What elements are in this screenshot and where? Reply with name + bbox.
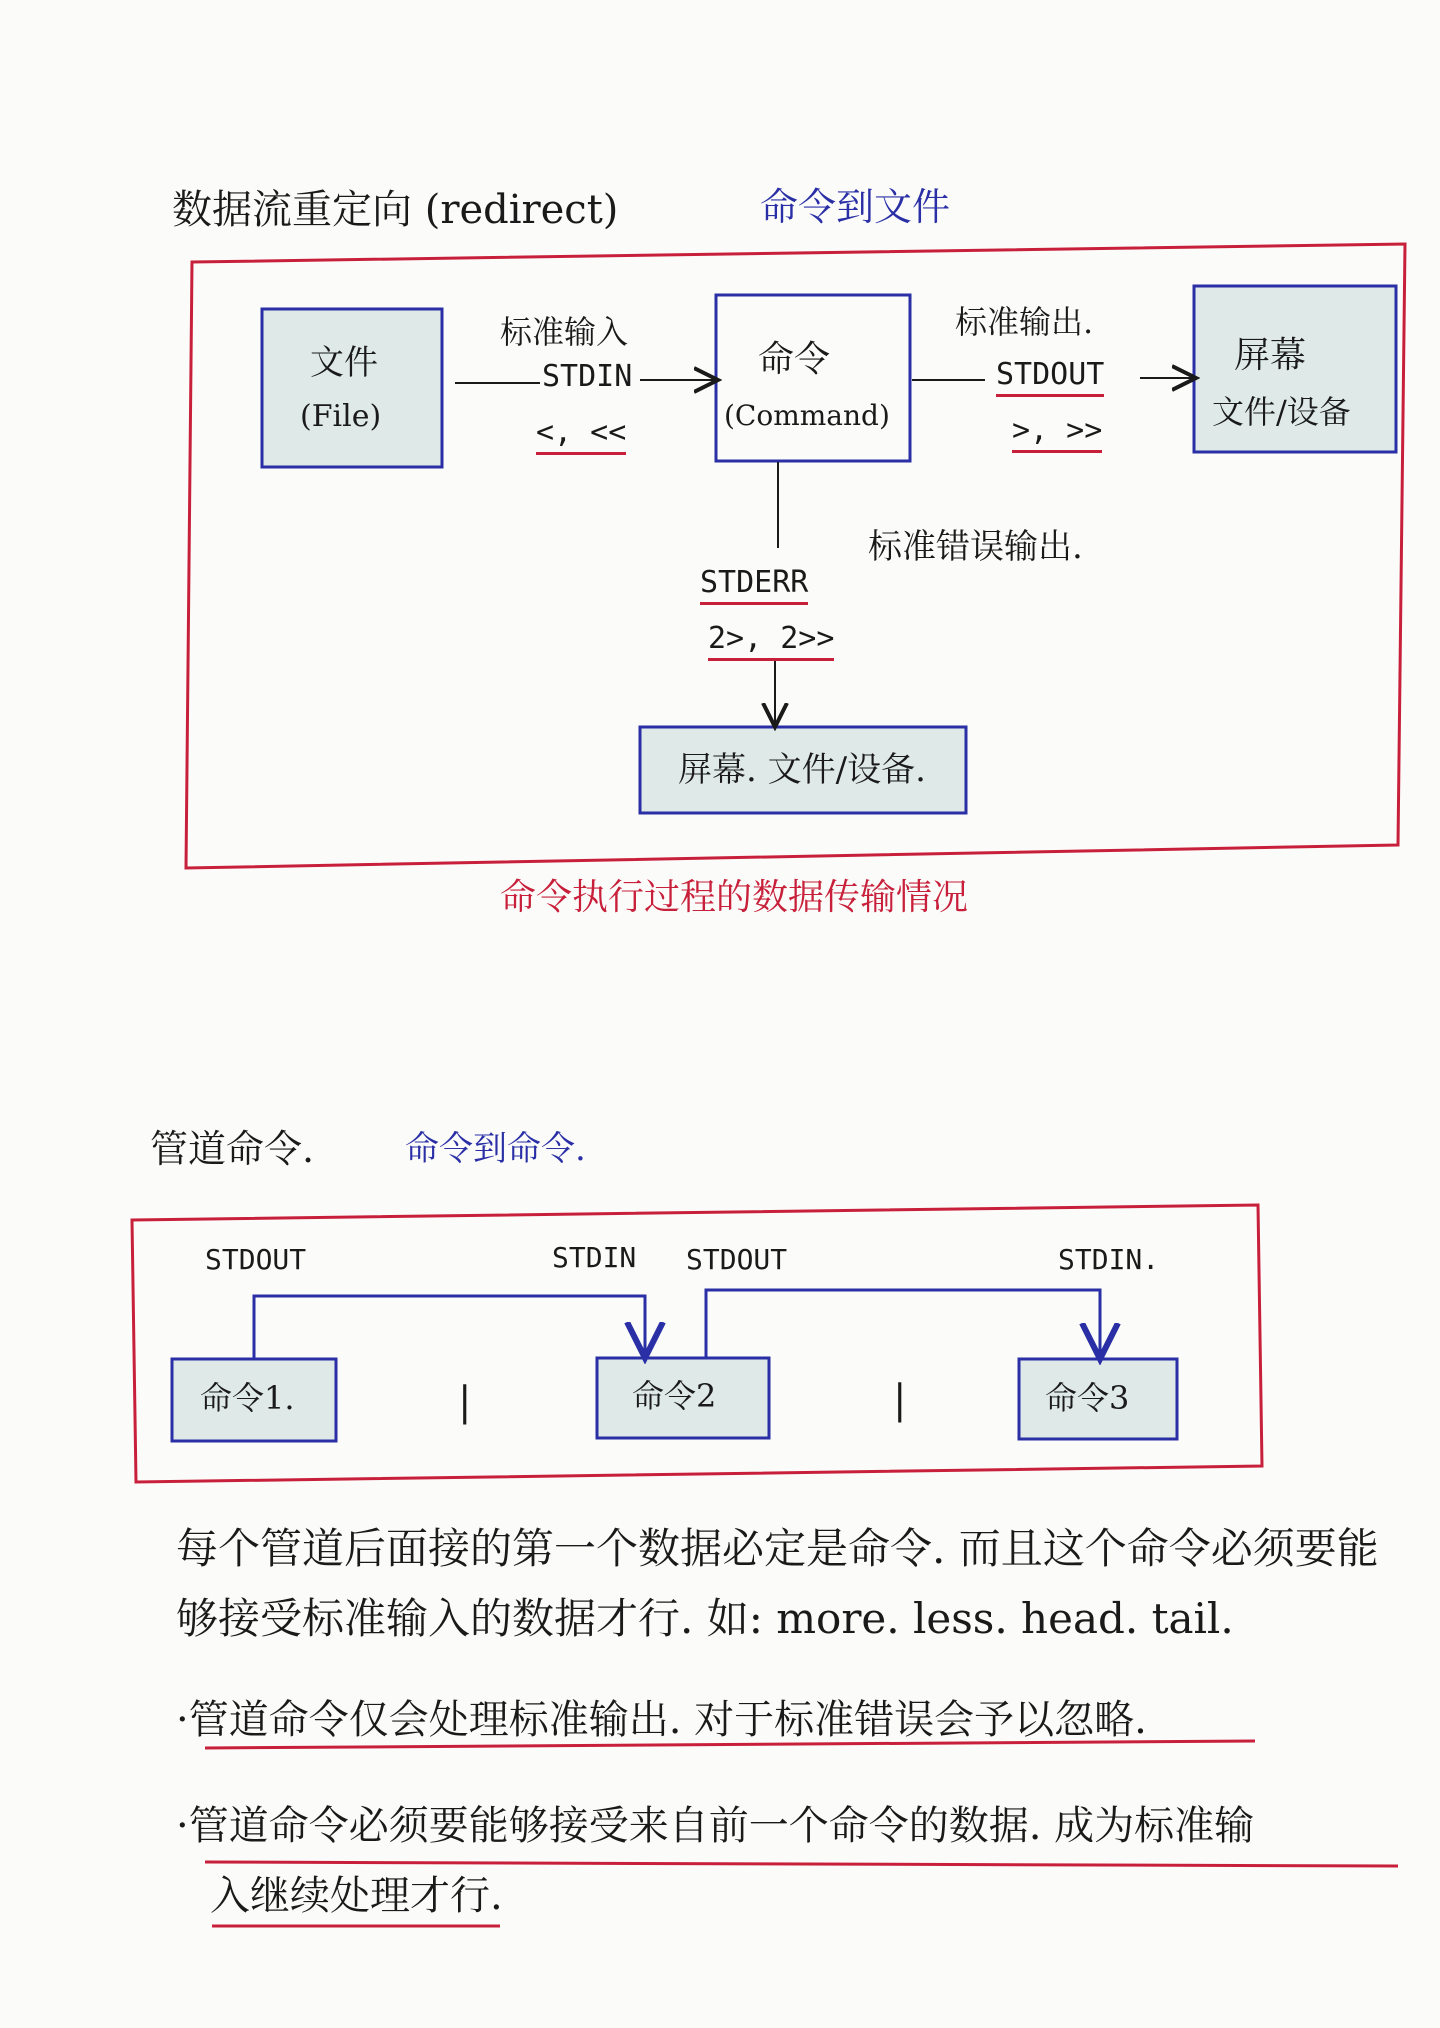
pipe-symbol-2: | bbox=[893, 1377, 907, 1423]
pipe-label-stdout-1: STDOUT bbox=[205, 1243, 307, 1276]
pipe-flow-1-to-2 bbox=[254, 1296, 645, 1359]
pipe-command-2-label: 命令2 bbox=[632, 1377, 717, 1415]
pipe-command-1-label: 命令1. bbox=[200, 1379, 295, 1417]
stderr-label: 标准错误输出. bbox=[868, 527, 1083, 567]
command-box-sublabel: (Command) bbox=[724, 399, 890, 432]
stdin-label: 标准输入 bbox=[500, 313, 629, 351]
command-box-label: 命令 bbox=[758, 339, 831, 380]
notes-bullet-1: ·管道命令仅会处理标准输出. 对于标准错误会予以忽略. bbox=[176, 1697, 1147, 1743]
stdin-code: STDIN bbox=[542, 359, 633, 394]
pipe-command-3-label: 命令3 bbox=[1045, 1379, 1130, 1417]
file-box-sublabel: (File) bbox=[300, 399, 382, 434]
stderr-code: STDERR bbox=[700, 568, 808, 605]
notes-bullet-2-line-1: ·管道命令必须要能够接受来自前一个命令的数据. 成为标准输 bbox=[176, 1803, 1255, 1849]
notes-paragraph-line-2: 够接受标准输入的数据才行. 如: more. less. head. tail. bbox=[176, 1594, 1234, 1643]
bottom-output-box-label: 屏幕. 文件/设备. bbox=[678, 750, 926, 790]
file-box-label: 文件 bbox=[310, 343, 378, 383]
stdout-operators: >, >> bbox=[1012, 416, 1102, 453]
note-underline-2 bbox=[205, 1862, 1398, 1866]
screen-box-sublabel: 文件/设备 bbox=[1212, 393, 1351, 431]
stderr-operators: 2>, 2>> bbox=[708, 624, 834, 661]
redirect-heading: 数据流重定向 (redirect) bbox=[172, 187, 619, 233]
pipe-subheading: 命令到命令. bbox=[405, 1129, 586, 1169]
notes-paragraph-line-1: 每个管道后面接的第一个数据必定是命令. 而且这个命令必须要能 bbox=[176, 1524, 1379, 1573]
pipe-flow-2-to-3 bbox=[706, 1290, 1100, 1359]
stdout-label: 标准输出. bbox=[955, 303, 1094, 341]
redirect-subheading: 命令到文件 bbox=[760, 185, 951, 229]
pipe-label-stdout-2: STDOUT bbox=[686, 1243, 788, 1276]
pipe-symbol-1: | bbox=[458, 1379, 472, 1425]
stdout-code: STDOUT bbox=[996, 360, 1104, 397]
redirect-caption: 命令执行过程的数据传输情况 bbox=[500, 877, 969, 918]
screen-box-label: 屏幕 bbox=[1234, 335, 1307, 376]
pipe-label-stdin-2: STDIN bbox=[552, 1241, 637, 1274]
file-box bbox=[262, 309, 442, 467]
notes-bullet-2-line-2: 入继续处理才行. bbox=[210, 1873, 503, 1919]
pipe-heading: 管道命令. bbox=[150, 1127, 315, 1171]
pipe-label-stdin-3: STDIN. bbox=[1058, 1243, 1160, 1276]
stdin-operators: <, << bbox=[536, 418, 626, 455]
